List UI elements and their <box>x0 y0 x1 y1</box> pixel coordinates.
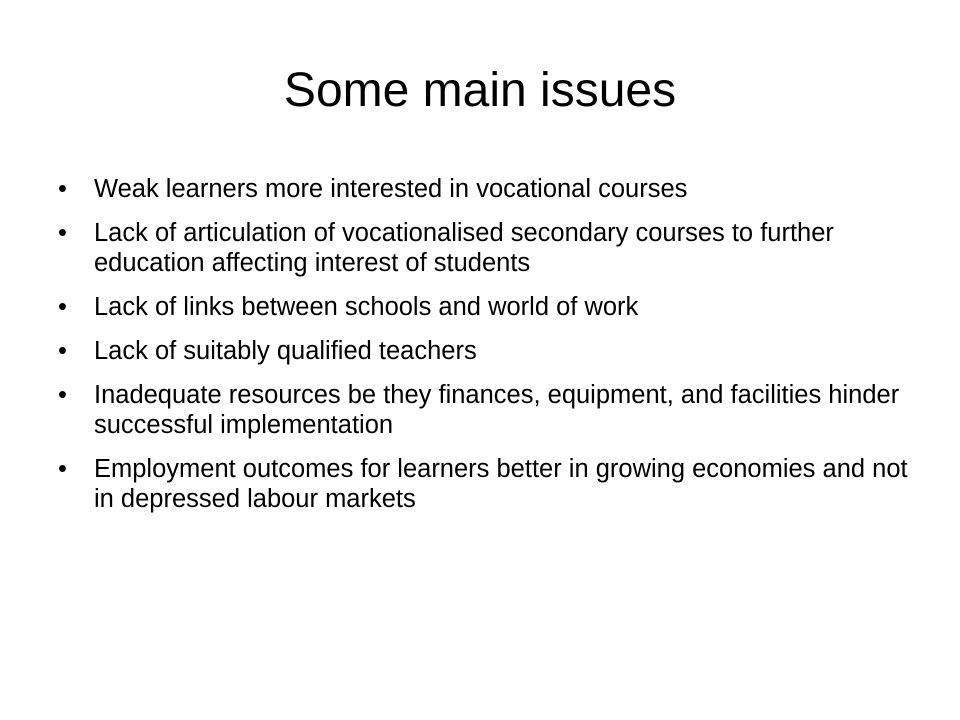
bullet-text: Employment outcomes for learners better in growing economies and not in depressed labour markets <box>94 455 908 513</box>
bullet-item <box>58 336 908 366</box>
bullet-dot-icon: • <box>58 293 67 321</box>
slide-title: Some main issues <box>283 64 677 117</box>
bullet-text: Weak learners more interested in vocational courses <box>94 175 688 203</box>
bullet-dot-icon: • <box>58 455 67 483</box>
bullet-text: Lack of links between schools and world of work <box>94 293 639 321</box>
bullet-item <box>58 218 908 278</box>
bullet-dot-icon: • <box>58 337 67 365</box>
bullet-item <box>58 292 908 322</box>
bullet-item <box>58 454 908 514</box>
bullet-dot-icon: • <box>58 381 67 409</box>
bullet-text: Lack of articulation of vocationalised secondary courses to further education affecting interest of students <box>94 219 834 277</box>
bullet-item <box>58 174 908 204</box>
bullet-text: Inadequate resources be they finances, equipment, and facilities hinder successful implementation <box>94 381 900 439</box>
bullet-list <box>58 174 908 528</box>
bullet-dot-icon: • <box>58 219 67 247</box>
bullet-dot-icon: • <box>58 175 67 203</box>
bullet-text: Lack of suitably qualified teachers <box>94 337 477 365</box>
bullet-item <box>58 380 908 440</box>
